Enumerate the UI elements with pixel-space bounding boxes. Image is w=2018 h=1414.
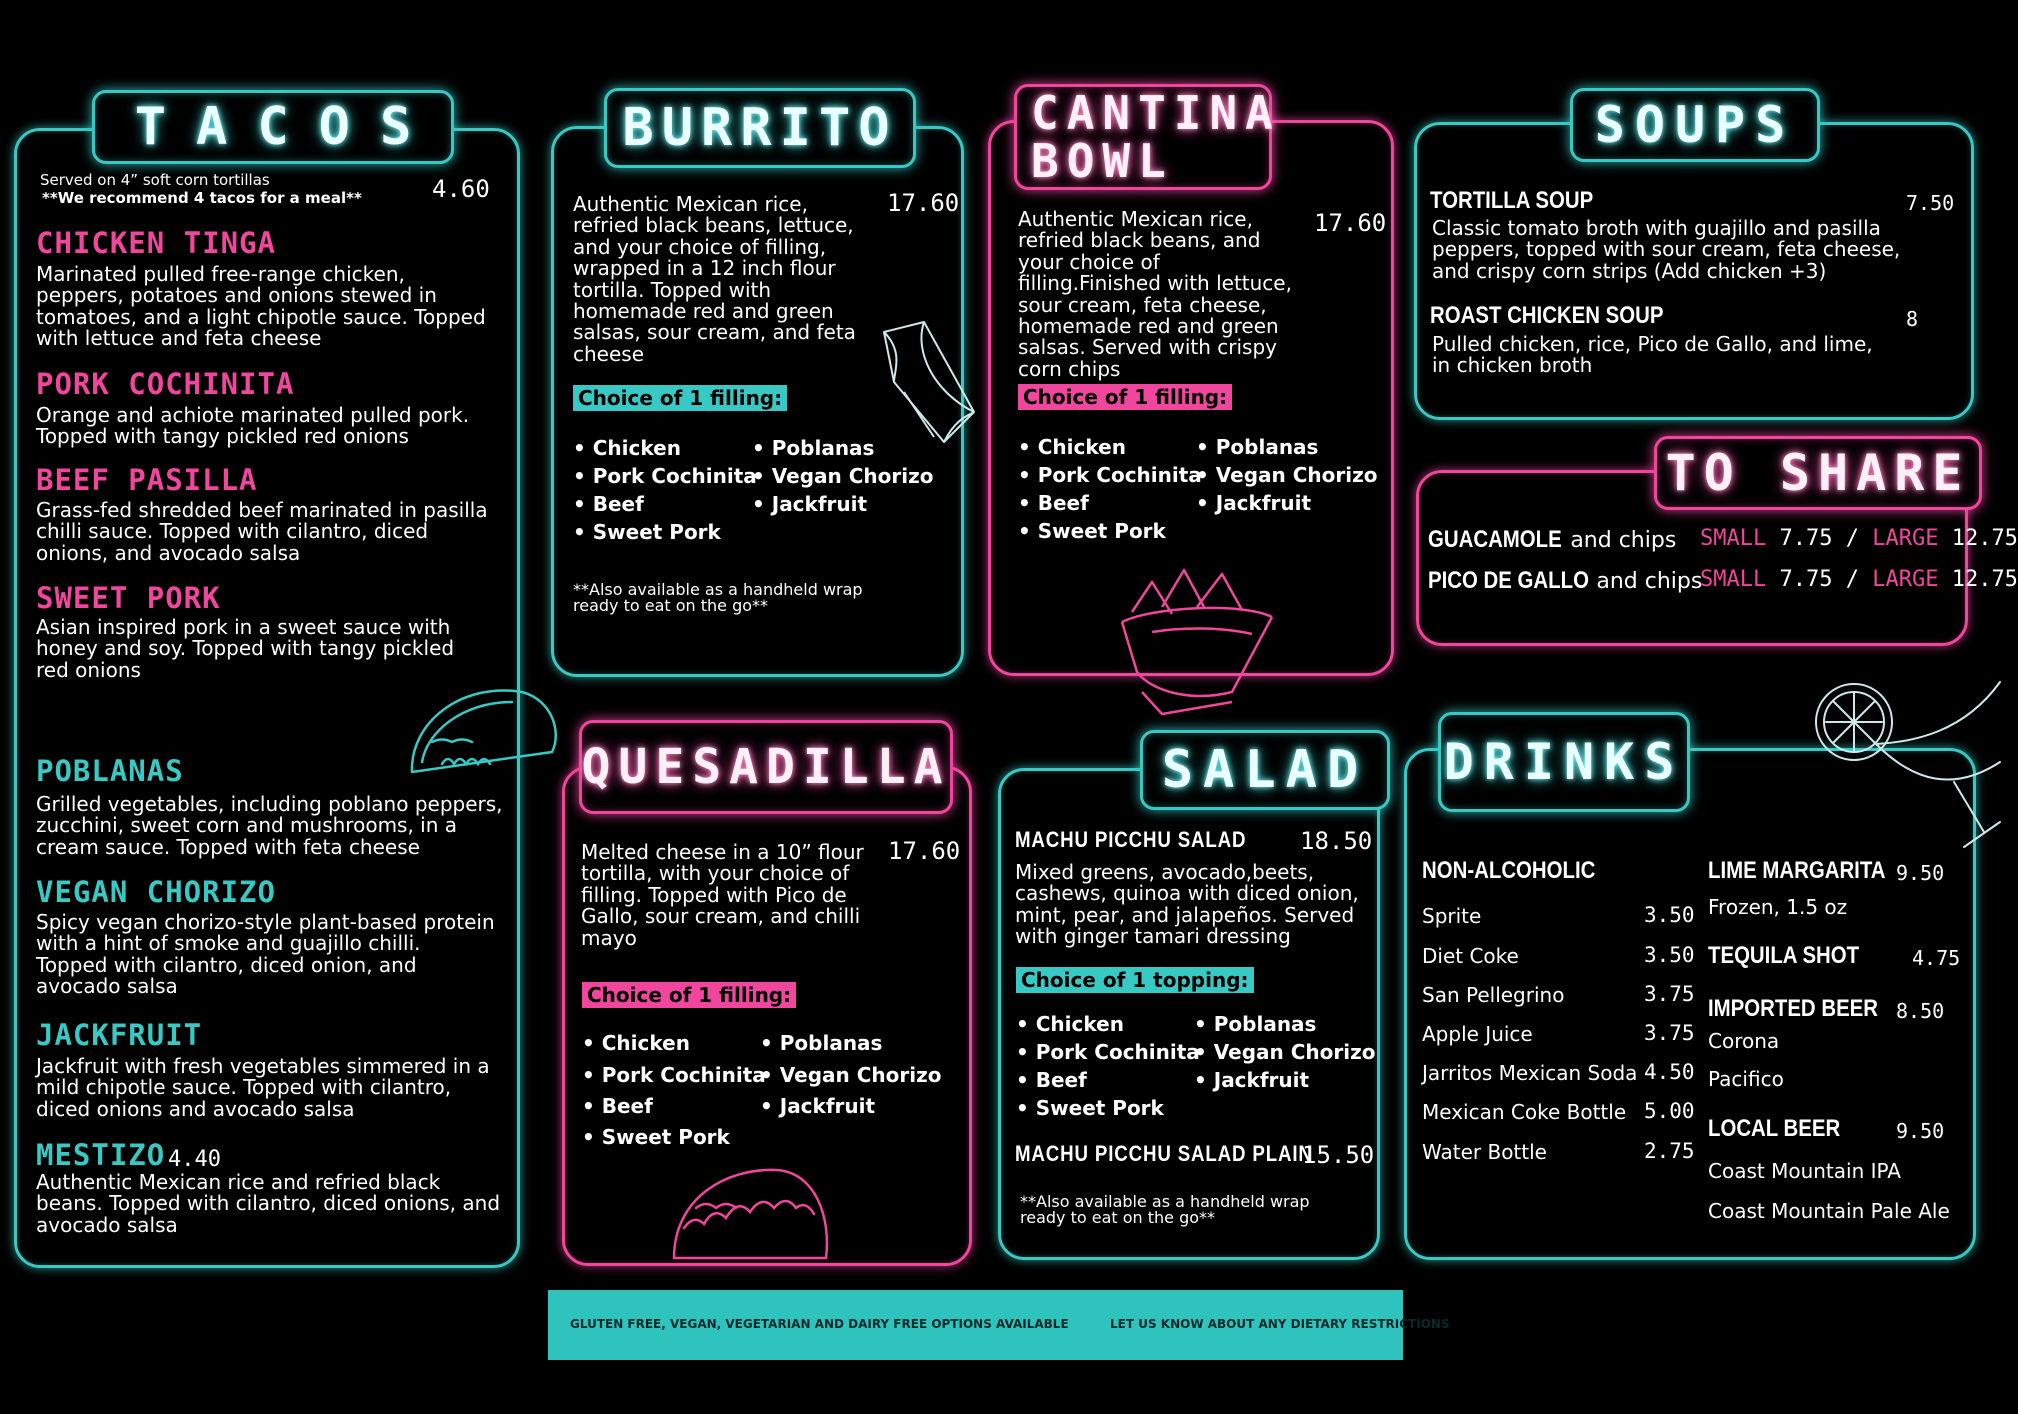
soup-item-price: 7.50 (1906, 191, 1955, 215)
share-item (1428, 568, 1702, 594)
share-item-name: PICO DE GALLO (1428, 567, 1589, 594)
drink-item-name: TEQUILA SHOT (1708, 942, 1860, 969)
share-item-suffix: and chips (1563, 528, 1677, 553)
burrito-icon (864, 312, 984, 452)
share-item (1428, 527, 1676, 553)
salad-title: SALAD (1140, 730, 1390, 810)
quesadilla-choice-label: Choice of 1 filling: (582, 982, 796, 1008)
drink-item-price: 4.75 (1912, 946, 1961, 970)
large-label: LARGE (1872, 526, 1939, 551)
small-label: SMALL (1700, 526, 1767, 551)
filling-option: • Beef (1016, 1068, 1087, 1092)
filling-option: • Jackfruit (1194, 1068, 1310, 1092)
salad-desc: Mixed greens, avocado,beets, cashews, quinoa with diced onion, mint, pear, and jalapeños. Served with ginger tamari dressing (1015, 860, 1359, 949)
filling-option: • Pork Cochinita (573, 464, 757, 488)
drink-item-sub: Coast Mountain Pale Ale (1708, 1199, 1950, 1223)
filling-option: • Chicken (1018, 435, 1126, 459)
tacos-price: 4.60 (432, 175, 490, 203)
drink-price: 3.75 (1644, 1021, 1695, 1045)
drink-item-sub: Coast Mountain IPA (1708, 1159, 1901, 1183)
drink-name: Mexican Coke Bottle (1422, 1100, 1627, 1124)
filling-option: • Sweet Pork (582, 1125, 730, 1149)
burrito-wrap-note: **Also available as a handheld wrap ready to eat on the go** (573, 580, 863, 615)
taco-icon (402, 672, 562, 784)
taco-item-name: JACKFRUIT (36, 1018, 203, 1052)
drink-name: Sprite (1422, 904, 1482, 928)
filling-option: • Pork Cochinita (582, 1063, 766, 1087)
filling-option: • Sweet Pork (1018, 519, 1166, 543)
taco-item-desc: Grass-fed shredded beef marinated in pasilla chilli sauce. Topped with cilantro, diced onions, and avocado salsa (36, 498, 488, 565)
drink-item-sub: Pacifico (1708, 1067, 1784, 1091)
banner-dietary-restrictions: LET US KNOW ABOUT ANY DIETARY RESTRICTIONS (1110, 1317, 1450, 1331)
drink-item-sub: Frozen, 1.5 oz (1708, 895, 1848, 919)
taco-item-desc: Orange and achiote marinated pulled pork. Topped with tangy pickled red onions (36, 403, 470, 449)
small-price: 7.75 (1779, 567, 1833, 592)
burrito-price: 17.60 (887, 189, 960, 217)
drink-price: 2.75 (1644, 1139, 1695, 1163)
share-item-prices (1700, 527, 2018, 551)
filling-option: • Poblanas (752, 436, 875, 460)
taco-item-desc: Jackfruit with fresh vegetables simmered in a mild chipotle sauce. Topped with cilantro, diced onions and avocado salsa (36, 1054, 490, 1121)
cantina-title-line2: BOWL (1031, 134, 1174, 188)
small-label: SMALL (1700, 567, 1767, 592)
tacos-title: TACOS (92, 90, 454, 164)
share-item-prices (1700, 568, 2018, 592)
salad-plain-name: MACHU PICCHU SALAD PLAIN (1015, 1141, 1313, 1166)
drink-price: 3.50 (1644, 943, 1695, 967)
taco-item-name: VEGAN CHORIZO (36, 875, 276, 909)
drink-price: 4.50 (1644, 1060, 1695, 1084)
share-item-suffix: and chips (1589, 569, 1703, 594)
cantina-title (1014, 84, 1281, 190)
cantina-title-line1: CANTINA (1031, 85, 1281, 140)
margarita-glass-icon (1804, 672, 2000, 892)
salad-choice-label: Choice of 1 topping: (1016, 967, 1254, 993)
filling-option: • Pork Cochinita (1018, 463, 1202, 487)
filling-option: • Poblanas (1196, 435, 1319, 459)
taco-item-desc: Grilled vegetables, including poblano peppers, zucchini, sweet corn and mushrooms, in a cream sauce. Topped with feta cheese (36, 792, 503, 859)
filling-option: • Chicken (1016, 1012, 1124, 1036)
large-price: 12.75 (1951, 526, 2018, 551)
cantina-price: 17.60 (1314, 209, 1387, 237)
tacos-served-note: Served on 4” soft corn tortillas (40, 171, 270, 189)
drink-item-price: 9.50 (1896, 861, 1945, 885)
large-price: 12.75 (1951, 567, 2018, 592)
taco-item-desc: Authentic Mexican rice and refried black beans. Topped with cilantro, diced onions, and avocado salsa (36, 1170, 501, 1237)
drink-item-name: LOCAL BEER (1708, 1115, 1841, 1142)
drinks-section-header: NON-ALCOHOLIC (1422, 857, 1596, 884)
price-separator: / (1832, 567, 1873, 592)
filling-option: • Chicken (573, 436, 681, 460)
drink-name: Diet Coke (1422, 944, 1519, 968)
soup-item-name: ROAST CHICKEN SOUP (1430, 302, 1664, 329)
quesadilla-title: QUESADILLA (579, 720, 953, 814)
taco-item-name: CHICKEN TINGA (36, 226, 276, 260)
drink-name: Jarritos Mexican Soda (1422, 1061, 1638, 1085)
taco-icon (666, 1158, 836, 1262)
price-separator: / (1832, 526, 1873, 551)
salad-item-price: 18.50 (1300, 827, 1373, 855)
nachos-bowl-icon (1112, 552, 1282, 722)
filling-option: • Beef (582, 1094, 653, 1118)
filling-option: • Beef (1018, 491, 1089, 515)
taco-item-price: 4.40 (168, 1147, 221, 1172)
tacos-recommend-note: **We recommend 4 tacos for a meal** (42, 189, 362, 207)
banner-dietary-options: GLUTEN FREE, VEGAN, VEGETARIAN AND DAIRY FREE OPTIONS AVAILABLE (570, 1317, 1069, 1331)
salad-item-name: MACHU PICCHU SALAD (1015, 827, 1247, 852)
filling-option: • Pork Cochinita (1016, 1040, 1200, 1064)
drinks-title: DRINKS (1438, 712, 1690, 812)
drink-item-price: 8.50 (1896, 999, 1945, 1023)
burrito-desc: Authentic Mexican rice, refried black beans, lettuce, and your choice of filling, wrapped in a 12 inch flour tortilla. Topped with homemade red and green salsas, sour cream, and feta cheese (573, 192, 856, 366)
soup-item-desc: Pulled chicken, rice, Pico de Gallo, and lime, in chicken broth (1432, 332, 1873, 378)
drink-name: San Pellegrino (1422, 983, 1565, 1007)
drink-name: Apple Juice (1422, 1022, 1533, 1046)
salad-plain-price: 15.50 (1302, 1141, 1375, 1169)
soup-item-name: TORTILLA SOUP (1430, 187, 1594, 214)
taco-item-name: SWEET PORK (36, 581, 221, 615)
drink-price: 5.00 (1644, 1099, 1695, 1123)
quesadilla-desc: Melted cheese in a 10” flour tortilla, with your choice of filling. Topped with Pico de Gallo, sour cream, and chilli mayo (581, 840, 864, 950)
filling-option: • Jackfruit (760, 1094, 876, 1118)
taco-item-desc: Marinated pulled free-range chicken, peppers, potatoes and onions stewed in tomatoes, and a light chipotle sauce. Topped with lettuce and feta cheese (36, 262, 486, 351)
filling-option: • Vegan Chorizo (760, 1063, 942, 1087)
salad-wrap-note: **Also available as a handheld wrap ready to eat on the go** (1020, 1192, 1310, 1227)
filling-option: • Sweet Pork (573, 520, 721, 544)
soup-item-desc: Classic tomato broth with guajillo and pasilla peppers, topped with sour cream, feta cheese, and crispy corn strips (Add chicken +3) (1432, 216, 1901, 283)
taco-item-name: POBLANAS (36, 754, 184, 788)
filling-option: • Poblanas (760, 1031, 883, 1055)
filling-option: • Vegan Chorizo (1194, 1040, 1376, 1064)
taco-item-name: PORK COCHINITA (36, 367, 295, 401)
dietary-banner (548, 1290, 1450, 1360)
burrito-title: BURRITO (604, 88, 916, 168)
soup-item-price: 8 (1906, 307, 1919, 331)
share-title: TO SHARE (1654, 436, 1982, 510)
drink-item-sub: Corona (1708, 1029, 1780, 1053)
filling-option: • Chicken (582, 1031, 690, 1055)
filling-option: • Jackfruit (752, 492, 868, 516)
filling-option: • Vegan Chorizo (1196, 463, 1378, 487)
filling-option: • Jackfruit (1196, 491, 1312, 515)
cantina-choice-label: Choice of 1 filling: (1018, 384, 1232, 410)
drink-item-name: LIME MARGARITA (1708, 857, 1886, 884)
drink-name: Water Bottle (1422, 1140, 1547, 1164)
drink-price: 3.75 (1644, 982, 1695, 1006)
filling-option: • Poblanas (1194, 1012, 1317, 1036)
cantina-desc: Authentic Mexican rice, refried black beans, and your choice of filling.Finished with lettuce, sour cream, feta cheese, homemade red and green salsas. Served with crispy corn chips (1018, 207, 1292, 381)
drink-price: 3.50 (1644, 903, 1695, 927)
share-item-name: GUACAMOLE (1428, 526, 1562, 553)
filling-option: • Beef (573, 492, 644, 516)
soups-title: SOUPS (1570, 88, 1820, 162)
taco-item-name: MESTIZO (36, 1138, 166, 1172)
drink-item-price: 9.50 (1896, 1119, 1945, 1143)
drink-item-name: IMPORTED BEER (1708, 995, 1879, 1022)
filling-option: • Vegan Chorizo (752, 464, 934, 488)
small-price: 7.75 (1779, 526, 1833, 551)
filling-option: • Sweet Pork (1016, 1096, 1164, 1120)
taco-item-desc: Spicy vegan chorizo-style plant-based protein with a hint of smoke and guajillo chilli. Topped with cilantro, diced onion, and avocado salsa (36, 910, 495, 999)
burrito-choice-label: Choice of 1 filling: (573, 385, 787, 411)
taco-item-desc: Asian inspired pork in a sweet sauce with honey and soy. Topped with tangy pickled red onions (36, 615, 455, 682)
large-label: LARGE (1872, 567, 1939, 592)
taco-item-name: BEEF PASILLA (36, 463, 258, 497)
quesadilla-price: 17.60 (888, 837, 961, 865)
